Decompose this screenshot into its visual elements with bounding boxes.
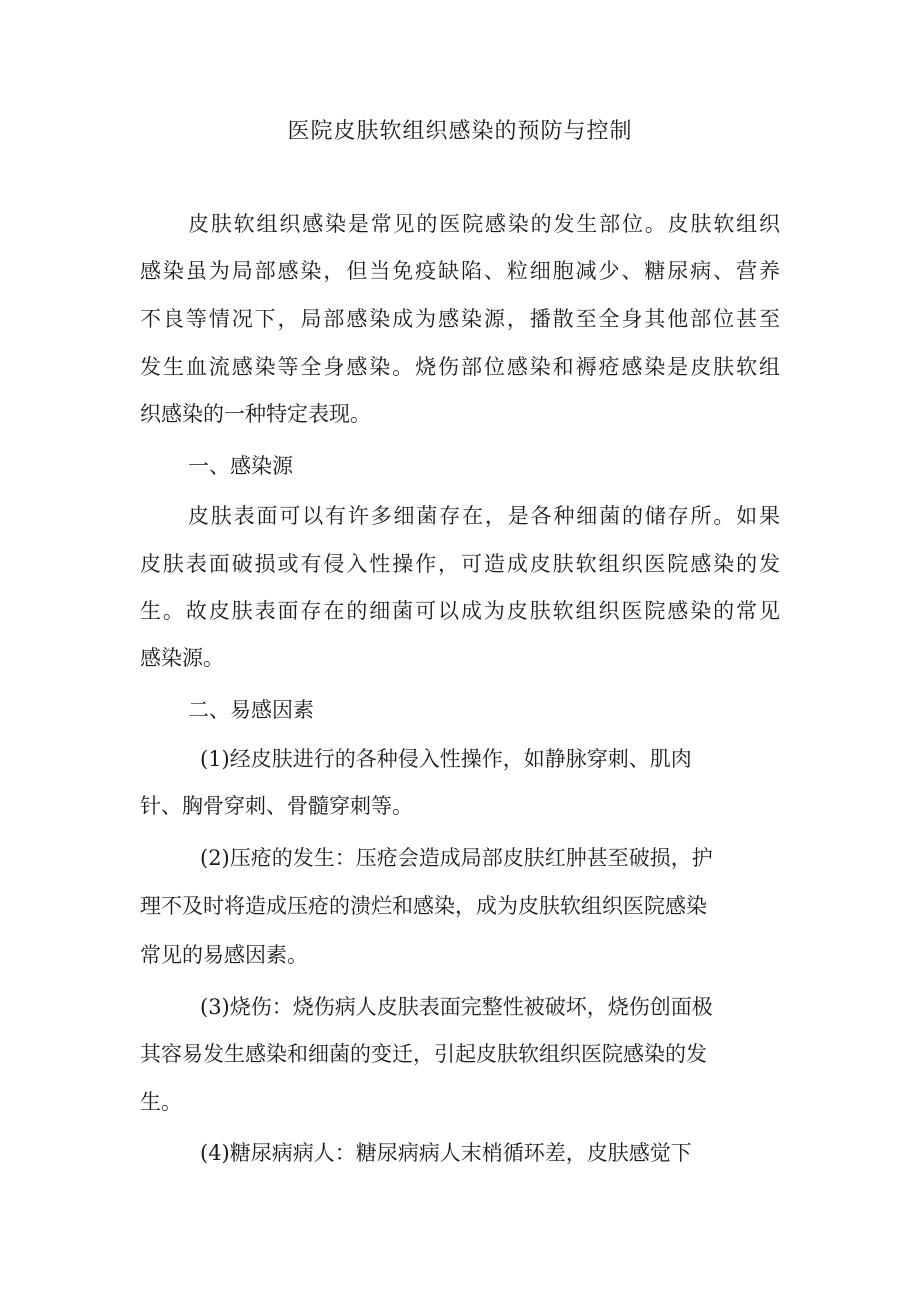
list-item-line: (1)经皮肤进行的各种侵入性操作，如静脉穿刺、肌肉	[200, 747, 692, 771]
list-item-line: 常见的易感因素。	[140, 943, 308, 967]
paragraph-line: 感染源。	[140, 646, 224, 670]
paragraph-line: 皮肤表面破损或有侵入性操作，可造成皮肤软组织医院感染的发	[140, 552, 780, 576]
paragraph-line: 发生血流感染等全身感染。烧伤部位感染和褥疮感染是皮肤软组	[140, 355, 780, 379]
paragraph-line: 感染虽为局部感染，但当免疫缺陷、粒细胞减少、糖尿病、营养	[140, 259, 780, 283]
paragraph-line: 不良等情况下，局部感染成为感染源，播散至全身其他部位甚至	[140, 307, 780, 331]
paragraph-line: 皮肤表面可以有许多细菌存在，是各种细菌的储存所。如果	[188, 504, 780, 528]
paragraph-line: 生。故皮肤表面存在的细菌可以成为皮肤软组织医院感染的常见	[140, 599, 780, 623]
paragraph-line: 皮肤软组织感染是常见的医院感染的发生部位。皮肤软组织	[188, 212, 780, 236]
list-item-line: 针、胸骨穿刺、骨髓穿刺等。	[140, 794, 413, 818]
list-item-line: 生。	[140, 1090, 182, 1114]
paragraph-line: 织感染的一种特定表现。	[140, 402, 371, 426]
section-heading: 一、感染源	[188, 454, 293, 478]
section-heading: 二、易感因素	[188, 698, 314, 722]
list-item-line: 其容易发生感染和细菌的变迁，引起皮肤软组织医院感染的发	[140, 1042, 707, 1066]
page-title: 医院皮肤软组织感染的预防与控制	[287, 119, 633, 144]
list-item-line: 理不及时将造成压疮的溃烂和感染，成为皮肤软组织医院感染	[140, 894, 707, 918]
list-item-line: (4)糖尿病病人：糖尿病病人末梢循环差，皮肤感觉下	[200, 1141, 692, 1165]
list-item-line: (2)压疮的发生：压疮会造成局部皮肤红肿甚至破损，护	[200, 846, 713, 870]
list-item-line: (3)烧伤：烧伤病人皮肤表面完整性被破坏，烧伤创面极	[200, 995, 713, 1019]
